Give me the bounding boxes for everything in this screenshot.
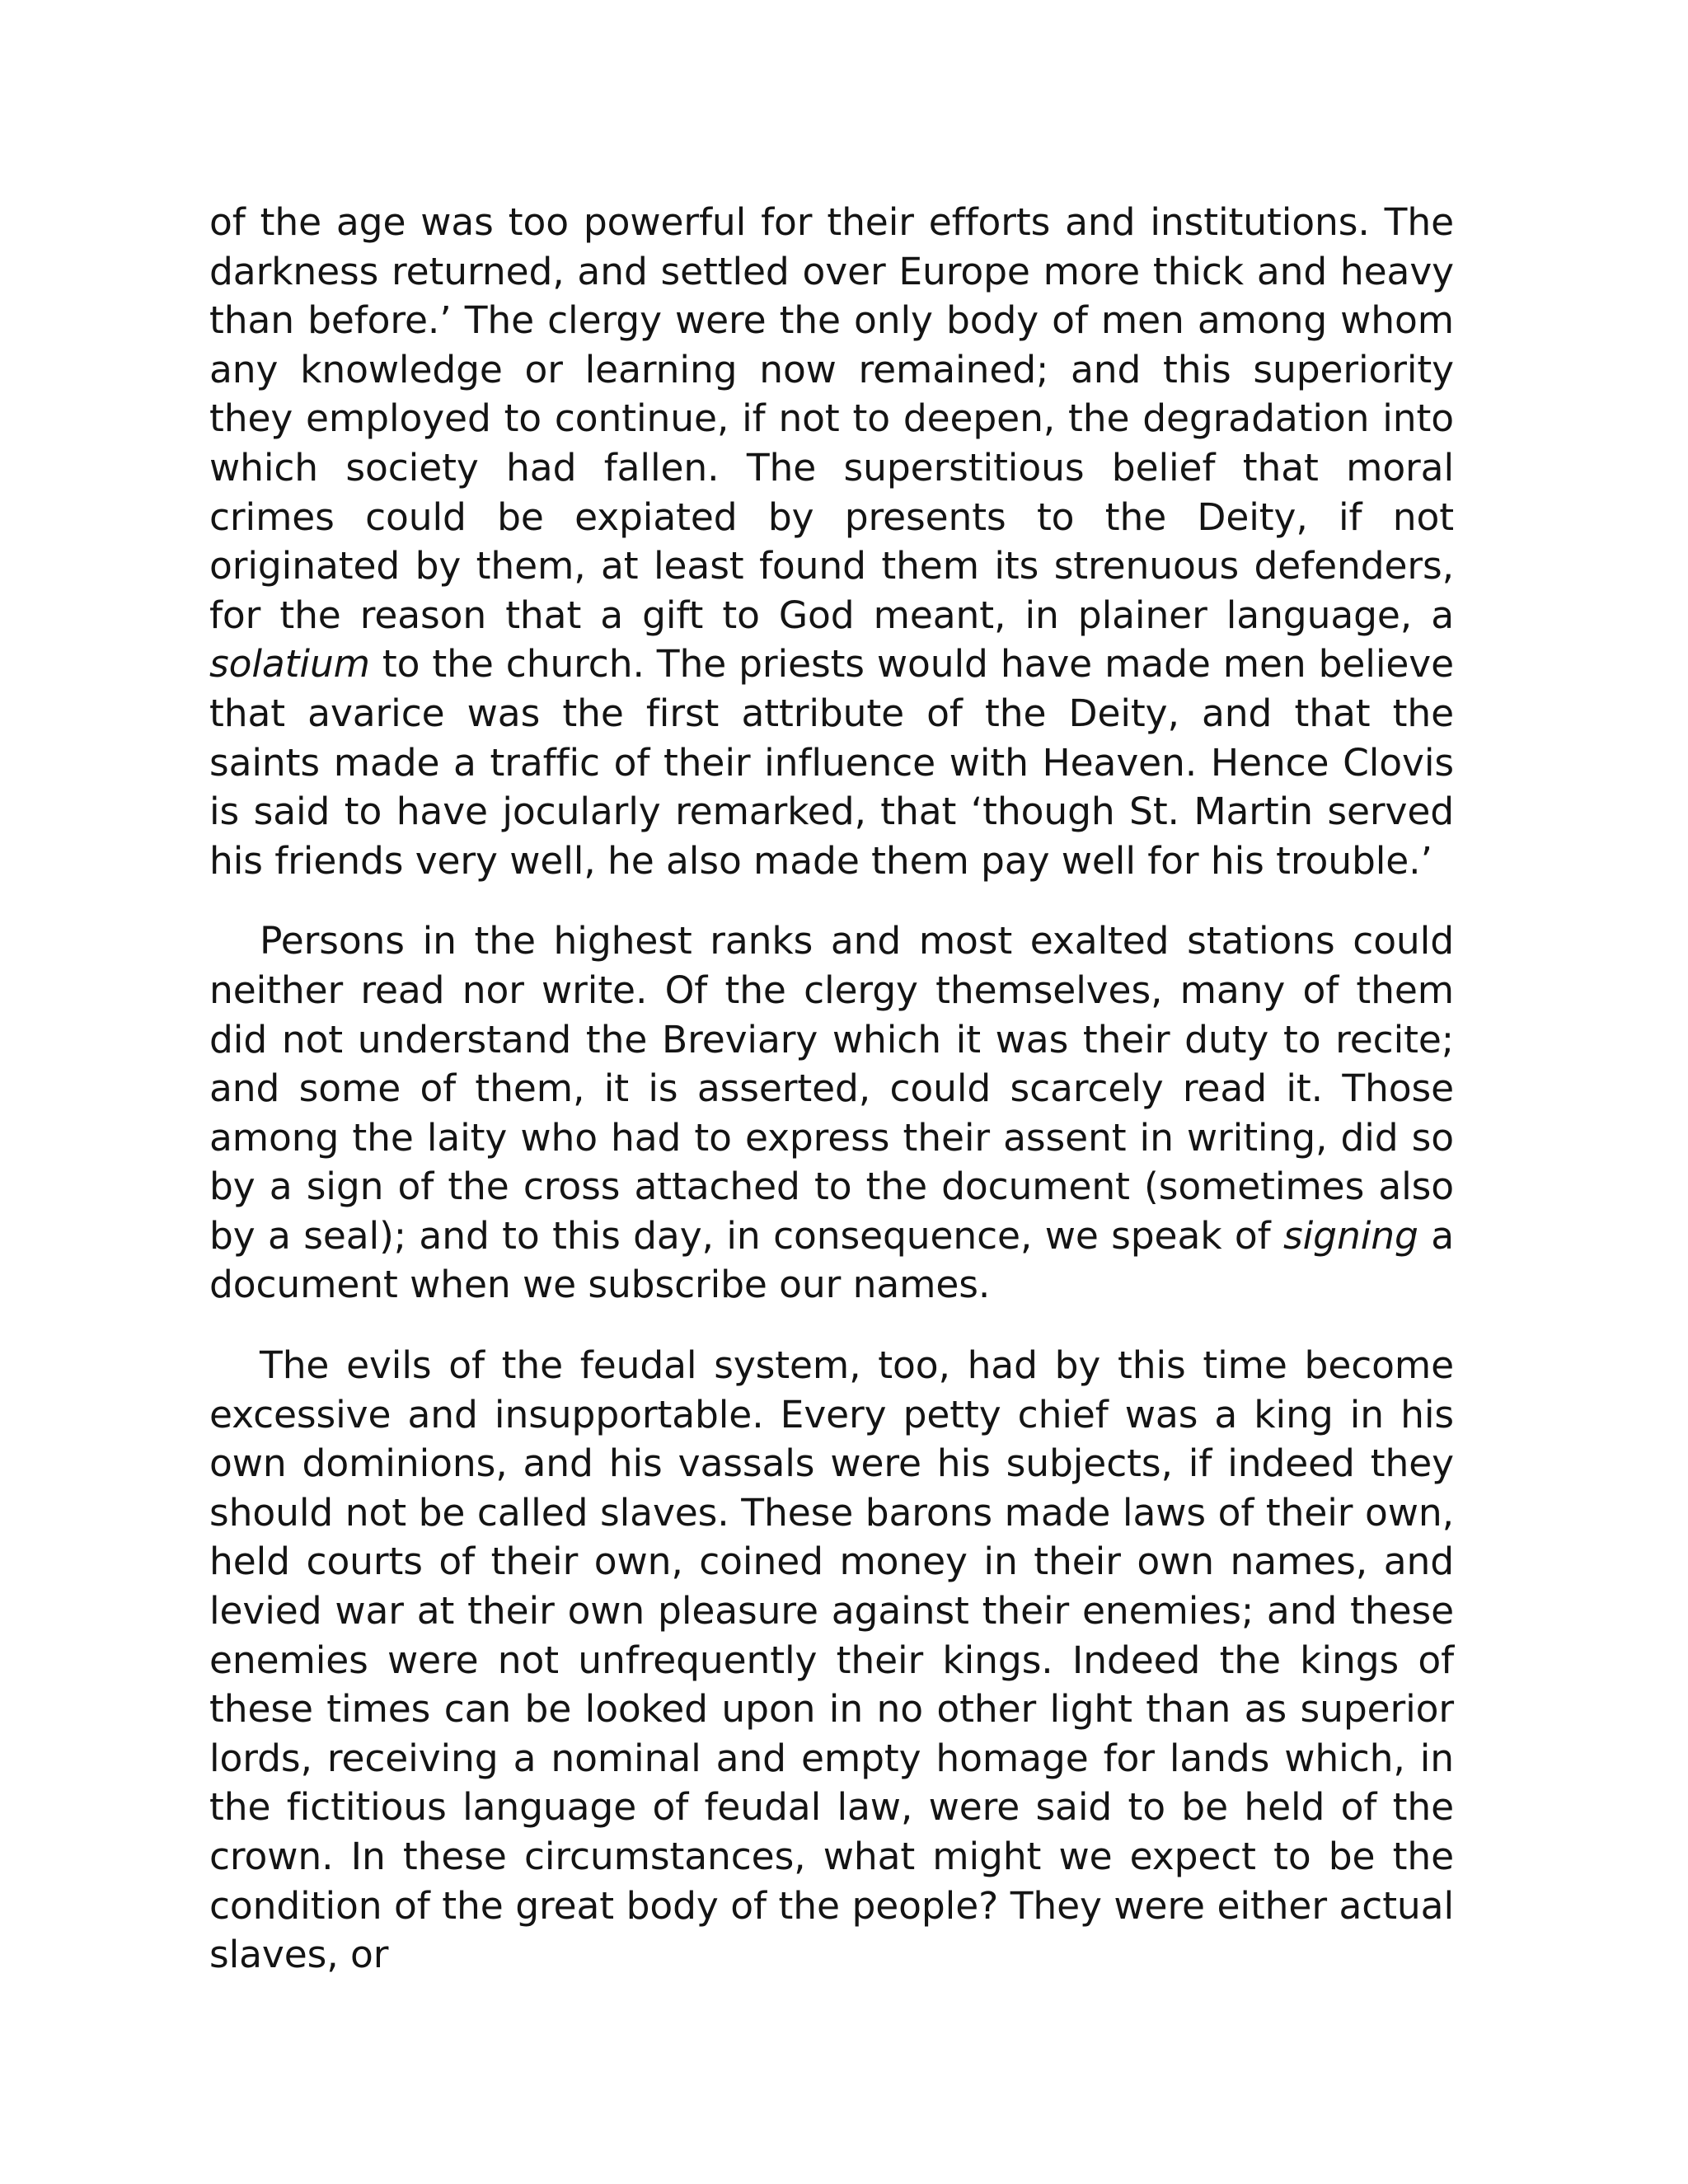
paragraph-1: [209, 198, 1454, 885]
paragraph-1-italic-solatium: solatium: [209, 642, 370, 687]
paragraph-2-italic-signing: signing: [1283, 1213, 1418, 1258]
paragraph-2-text-2: a document when we subscribe our names.: [209, 1213, 1454, 1307]
paragraph-2: [209, 916, 1454, 1310]
paragraph-1-text-1: of the age was too powerful for their efforts and institutions. The darkness returned, and settled over Europe more thick and heavy than before.’ The clergy were the only body of men among whom any knowledge or learning now remained; and this superiority they employed to continue, if not to deepen, the degradation into which society had fallen. The superstitious belief that moral crimes could be expiated by presents to the Deity, if not originated by them, at least found them its strenuous defenders, for the reason that a gift to God meant, in plainer language, a: [209, 200, 1454, 637]
paragraph-3: [209, 1341, 1454, 1980]
page-body: [209, 198, 1454, 1980]
paragraph-3-text-1: The evils of the feudal system, too, had by this time become excessive and insupportable. Every petty chief was a king in his own dominions, and his vassals were his subjects, if indeed they should not be called slaves. These barons made laws of their own, held courts of their own, coined money in their own names, and levied war at their own pleasure against their enemies; and these enemies were not unfrequently their kings. Indeed the kings of these times can be looked upon in no other light than as superior lords, receiving a nominal and empty homage for lands which, in the fictitious language of feudal law, were said to be held of the crown. In these circumstances, what might we expect to be the condition of the great body of the people? They were either actual slaves, or: [209, 1343, 1454, 1977]
paragraph-2-text-1: Persons in the highest ranks and most exalted stations could neither read nor write. Of the clergy themselves, many of them did not understand the Breviary which it was their duty to recite; and some of them, it is asserted, could scarcely read it. Those among the laity who had to express their assent in writing, did so by a sign of the cross attached to the document (sometimes also by a seal); and to this day, in consequence, we speak of: [209, 919, 1454, 1258]
paragraph-1-text-2: to the church. The priests would have made men believe that avarice was the first attribute of the Deity, and that the saints made a traffic of their influence with Heaven. Hence Clovis is said to have jocularly remarked, that ‘though St. Martin served his friends very well, he also made them pay well for his trouble.’: [209, 642, 1454, 883]
